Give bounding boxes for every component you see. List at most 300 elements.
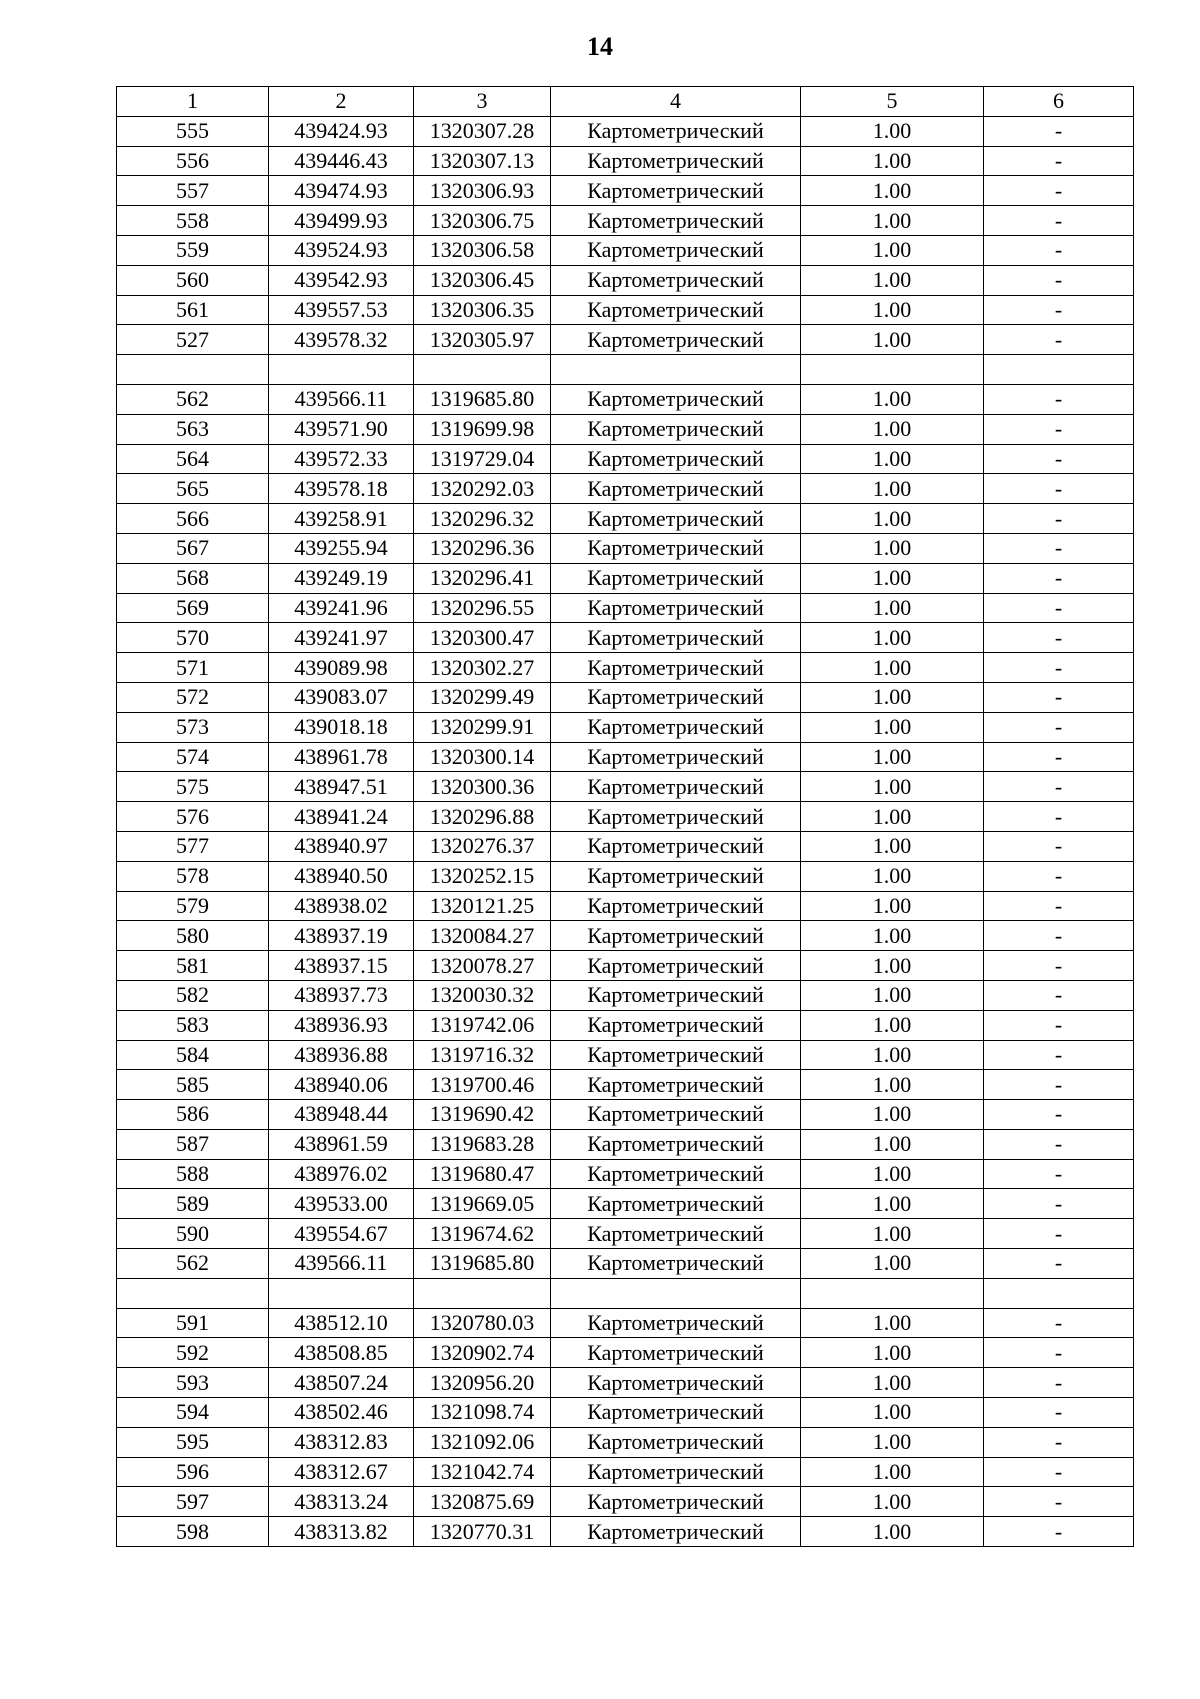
point-number-cell: 574 bbox=[117, 742, 269, 772]
method-cell: Картометрический bbox=[551, 474, 801, 504]
accuracy-cell: 1.00 bbox=[801, 176, 984, 206]
accuracy-cell: 1.00 bbox=[801, 1517, 984, 1547]
point-number-cell: 571 bbox=[117, 653, 269, 683]
x-coordinate-cell: 438940.06 bbox=[269, 1070, 414, 1100]
y-coordinate-cell: 1320296.32 bbox=[414, 504, 551, 534]
accuracy-cell bbox=[801, 1278, 984, 1308]
table-row bbox=[117, 355, 1134, 385]
x-coordinate-cell: 438961.59 bbox=[269, 1129, 414, 1159]
x-coordinate-cell: 439241.96 bbox=[269, 593, 414, 623]
point-number-cell: 556 bbox=[117, 146, 269, 176]
point-number-cell: 593 bbox=[117, 1368, 269, 1398]
accuracy-cell: 1.00 bbox=[801, 533, 984, 563]
note-cell: - bbox=[984, 951, 1134, 981]
x-coordinate-cell: 438313.82 bbox=[269, 1517, 414, 1547]
note-cell: - bbox=[984, 831, 1134, 861]
x-coordinate-cell: 439572.33 bbox=[269, 444, 414, 474]
method-cell: Картометрический bbox=[551, 384, 801, 414]
y-coordinate-cell: 1321042.74 bbox=[414, 1457, 551, 1487]
note-cell: - bbox=[984, 1427, 1134, 1457]
method-cell: Картометрический bbox=[551, 444, 801, 474]
header-cell-3: 3 bbox=[414, 87, 551, 117]
method-cell: Картометрический bbox=[551, 653, 801, 683]
y-coordinate-cell: 1320296.36 bbox=[414, 533, 551, 563]
method-cell: Картометрический bbox=[551, 921, 801, 951]
point-number-cell: 561 bbox=[117, 295, 269, 325]
table-row bbox=[117, 1368, 1134, 1398]
y-coordinate-cell: 1320956.20 bbox=[414, 1368, 551, 1398]
method-cell: Картометрический bbox=[551, 1070, 801, 1100]
note-cell: - bbox=[984, 712, 1134, 742]
method-cell: Картометрический bbox=[551, 504, 801, 534]
y-coordinate-cell: 1320875.69 bbox=[414, 1487, 551, 1517]
accuracy-cell: 1.00 bbox=[801, 563, 984, 593]
method-cell: Картометрический bbox=[551, 891, 801, 921]
note-cell: - bbox=[984, 653, 1134, 683]
accuracy-cell: 1.00 bbox=[801, 1368, 984, 1398]
y-coordinate-cell: 1320300.36 bbox=[414, 772, 551, 802]
x-coordinate-cell: 439089.98 bbox=[269, 653, 414, 683]
y-coordinate-cell: 1320292.03 bbox=[414, 474, 551, 504]
note-cell: - bbox=[984, 116, 1134, 146]
method-cell: Картометрический bbox=[551, 1249, 801, 1279]
y-coordinate-cell: 1320305.97 bbox=[414, 325, 551, 355]
y-coordinate-cell: 1320306.93 bbox=[414, 176, 551, 206]
table-row bbox=[117, 1487, 1134, 1517]
table-header bbox=[117, 87, 1134, 117]
point-number-cell: 570 bbox=[117, 623, 269, 653]
y-coordinate-cell: 1319742.06 bbox=[414, 1010, 551, 1040]
table-row bbox=[117, 742, 1134, 772]
accuracy-cell: 1.00 bbox=[801, 653, 984, 683]
method-cell: Картометрический bbox=[551, 1487, 801, 1517]
x-coordinate-cell: 438508.85 bbox=[269, 1338, 414, 1368]
y-coordinate-cell: 1320300.47 bbox=[414, 623, 551, 653]
accuracy-cell: 1.00 bbox=[801, 623, 984, 653]
y-coordinate-cell: 1320121.25 bbox=[414, 891, 551, 921]
point-number-cell: 595 bbox=[117, 1427, 269, 1457]
method-cell: Картометрический bbox=[551, 742, 801, 772]
accuracy-cell: 1.00 bbox=[801, 206, 984, 236]
x-coordinate-cell: 439446.43 bbox=[269, 146, 414, 176]
point-number-cell: 588 bbox=[117, 1159, 269, 1189]
x-coordinate-cell: 438938.02 bbox=[269, 891, 414, 921]
table-row bbox=[117, 295, 1134, 325]
point-number-cell: 589 bbox=[117, 1189, 269, 1219]
table-row bbox=[117, 1159, 1134, 1189]
method-cell: Картометрический bbox=[551, 682, 801, 712]
accuracy-cell: 1.00 bbox=[801, 1219, 984, 1249]
accuracy-cell bbox=[801, 355, 984, 385]
note-cell: - bbox=[984, 1308, 1134, 1338]
header-cell-6: 6 bbox=[984, 87, 1134, 117]
y-coordinate-cell: 1320296.55 bbox=[414, 593, 551, 623]
point-number-cell: 581 bbox=[117, 951, 269, 981]
x-coordinate-cell: 439578.32 bbox=[269, 325, 414, 355]
accuracy-cell: 1.00 bbox=[801, 831, 984, 861]
point-number-cell: 569 bbox=[117, 593, 269, 623]
point-number-cell: 585 bbox=[117, 1070, 269, 1100]
table-row bbox=[117, 623, 1134, 653]
accuracy-cell: 1.00 bbox=[801, 742, 984, 772]
point-number-cell: 562 bbox=[117, 1249, 269, 1279]
method-cell: Картометрический bbox=[551, 176, 801, 206]
accuracy-cell: 1.00 bbox=[801, 1189, 984, 1219]
note-cell: - bbox=[984, 1100, 1134, 1130]
y-coordinate-cell: 1320307.28 bbox=[414, 116, 551, 146]
point-number-cell: 590 bbox=[117, 1219, 269, 1249]
table-row bbox=[117, 1308, 1134, 1338]
x-coordinate-cell: 438507.24 bbox=[269, 1368, 414, 1398]
method-cell: Картометрический bbox=[551, 1368, 801, 1398]
table-row bbox=[117, 682, 1134, 712]
method-cell: Картометрический bbox=[551, 1189, 801, 1219]
coordinates-table bbox=[116, 86, 1134, 1547]
table-row bbox=[117, 1517, 1134, 1547]
method-cell: Картометрический bbox=[551, 1100, 801, 1130]
y-coordinate-cell: 1321098.74 bbox=[414, 1398, 551, 1428]
note-cell: - bbox=[984, 1249, 1134, 1279]
point-number-cell: 560 bbox=[117, 265, 269, 295]
point-number-cell bbox=[117, 355, 269, 385]
x-coordinate-cell: 439258.91 bbox=[269, 504, 414, 534]
accuracy-cell: 1.00 bbox=[801, 772, 984, 802]
x-coordinate-cell: 438313.24 bbox=[269, 1487, 414, 1517]
y-coordinate-cell: 1319669.05 bbox=[414, 1189, 551, 1219]
table-row bbox=[117, 653, 1134, 683]
table-row bbox=[117, 384, 1134, 414]
table-row bbox=[117, 1278, 1134, 1308]
table-row bbox=[117, 206, 1134, 236]
table-body bbox=[117, 116, 1134, 1546]
y-coordinate-cell: 1320306.58 bbox=[414, 235, 551, 265]
accuracy-cell: 1.00 bbox=[801, 951, 984, 981]
note-cell: - bbox=[984, 891, 1134, 921]
note-cell: - bbox=[984, 325, 1134, 355]
x-coordinate-cell: 439566.11 bbox=[269, 1249, 414, 1279]
method-cell: Картометрический bbox=[551, 235, 801, 265]
point-number-cell: 568 bbox=[117, 563, 269, 593]
method-cell bbox=[551, 355, 801, 385]
accuracy-cell: 1.00 bbox=[801, 1010, 984, 1040]
accuracy-cell: 1.00 bbox=[801, 116, 984, 146]
point-number-cell: 558 bbox=[117, 206, 269, 236]
x-coordinate-cell: 438512.10 bbox=[269, 1308, 414, 1338]
y-coordinate-cell: 1320306.75 bbox=[414, 206, 551, 236]
point-number-cell: 573 bbox=[117, 712, 269, 742]
x-coordinate-cell: 439571.90 bbox=[269, 414, 414, 444]
note-cell: - bbox=[984, 414, 1134, 444]
page-number: 14 bbox=[587, 32, 613, 61]
table-row bbox=[117, 325, 1134, 355]
point-number-cell: 555 bbox=[117, 116, 269, 146]
note-cell: - bbox=[984, 861, 1134, 891]
header-row bbox=[117, 87, 1134, 117]
point-number-cell: 587 bbox=[117, 1129, 269, 1159]
table-row bbox=[117, 1457, 1134, 1487]
accuracy-cell: 1.00 bbox=[801, 235, 984, 265]
note-cell: - bbox=[984, 1398, 1134, 1428]
point-number-cell: 566 bbox=[117, 504, 269, 534]
table-row bbox=[117, 563, 1134, 593]
x-coordinate-cell: 438947.51 bbox=[269, 772, 414, 802]
y-coordinate-cell: 1319699.98 bbox=[414, 414, 551, 444]
x-coordinate-cell: 439578.18 bbox=[269, 474, 414, 504]
point-number-cell: 577 bbox=[117, 831, 269, 861]
table-row bbox=[117, 414, 1134, 444]
note-cell: - bbox=[984, 235, 1134, 265]
table-row bbox=[117, 1338, 1134, 1368]
table-row bbox=[117, 772, 1134, 802]
note-cell: - bbox=[984, 295, 1134, 325]
x-coordinate-cell: 438312.67 bbox=[269, 1457, 414, 1487]
y-coordinate-cell: 1321092.06 bbox=[414, 1427, 551, 1457]
method-cell: Картометрический bbox=[551, 563, 801, 593]
method-cell: Картометрический bbox=[551, 831, 801, 861]
accuracy-cell: 1.00 bbox=[801, 444, 984, 474]
x-coordinate-cell: 438937.19 bbox=[269, 921, 414, 951]
accuracy-cell: 1.00 bbox=[801, 325, 984, 355]
note-cell: - bbox=[984, 1338, 1134, 1368]
table-row bbox=[117, 1129, 1134, 1159]
accuracy-cell: 1.00 bbox=[801, 891, 984, 921]
x-coordinate-cell: 438961.78 bbox=[269, 742, 414, 772]
x-coordinate-cell: 439499.93 bbox=[269, 206, 414, 236]
note-cell: - bbox=[984, 980, 1134, 1010]
y-coordinate-cell: 1319716.32 bbox=[414, 1040, 551, 1070]
x-coordinate-cell bbox=[269, 1278, 414, 1308]
x-coordinate-cell: 438937.15 bbox=[269, 951, 414, 981]
point-number-cell: 598 bbox=[117, 1517, 269, 1547]
method-cell: Картометрический bbox=[551, 295, 801, 325]
y-coordinate-cell: 1319700.46 bbox=[414, 1070, 551, 1100]
x-coordinate-cell: 439524.93 bbox=[269, 235, 414, 265]
y-coordinate-cell: 1320902.74 bbox=[414, 1338, 551, 1368]
accuracy-cell: 1.00 bbox=[801, 1487, 984, 1517]
y-coordinate-cell: 1320300.14 bbox=[414, 742, 551, 772]
note-cell: - bbox=[984, 1368, 1134, 1398]
accuracy-cell: 1.00 bbox=[801, 861, 984, 891]
y-coordinate-cell: 1320302.27 bbox=[414, 653, 551, 683]
point-number-cell: 564 bbox=[117, 444, 269, 474]
note-cell: - bbox=[984, 772, 1134, 802]
note-cell: - bbox=[984, 504, 1134, 534]
accuracy-cell: 1.00 bbox=[801, 1159, 984, 1189]
y-coordinate-cell: 1319680.47 bbox=[414, 1159, 551, 1189]
table-row bbox=[117, 444, 1134, 474]
method-cell: Картометрический bbox=[551, 980, 801, 1010]
x-coordinate-cell: 439018.18 bbox=[269, 712, 414, 742]
y-coordinate-cell: 1320296.88 bbox=[414, 802, 551, 832]
point-number-cell: 583 bbox=[117, 1010, 269, 1040]
note-cell: - bbox=[984, 802, 1134, 832]
x-coordinate-cell: 438941.24 bbox=[269, 802, 414, 832]
point-number-cell: 582 bbox=[117, 980, 269, 1010]
note-cell bbox=[984, 355, 1134, 385]
x-coordinate-cell: 439554.67 bbox=[269, 1219, 414, 1249]
accuracy-cell: 1.00 bbox=[801, 1427, 984, 1457]
point-number-cell: 562 bbox=[117, 384, 269, 414]
header-cell-1: 1 bbox=[117, 87, 269, 117]
point-number-cell: 576 bbox=[117, 802, 269, 832]
accuracy-cell: 1.00 bbox=[801, 265, 984, 295]
method-cell: Картометрический bbox=[551, 593, 801, 623]
point-number-cell: 565 bbox=[117, 474, 269, 504]
accuracy-cell: 1.00 bbox=[801, 1070, 984, 1100]
table-row bbox=[117, 146, 1134, 176]
table-row bbox=[117, 951, 1134, 981]
x-coordinate-cell: 439566.11 bbox=[269, 384, 414, 414]
note-cell: - bbox=[984, 265, 1134, 295]
y-coordinate-cell: 1320770.31 bbox=[414, 1517, 551, 1547]
method-cell: Картометрический bbox=[551, 861, 801, 891]
accuracy-cell: 1.00 bbox=[801, 474, 984, 504]
accuracy-cell: 1.00 bbox=[801, 414, 984, 444]
method-cell: Картометрический bbox=[551, 265, 801, 295]
note-cell: - bbox=[984, 1457, 1134, 1487]
method-cell bbox=[551, 1278, 801, 1308]
note-cell: - bbox=[984, 474, 1134, 504]
table-row bbox=[117, 980, 1134, 1010]
table-row bbox=[117, 176, 1134, 206]
x-coordinate-cell: 439533.00 bbox=[269, 1189, 414, 1219]
point-number-cell: 591 bbox=[117, 1308, 269, 1338]
table-row bbox=[117, 116, 1134, 146]
table-row bbox=[117, 861, 1134, 891]
method-cell: Картометрический bbox=[551, 1129, 801, 1159]
note-cell: - bbox=[984, 1517, 1134, 1547]
point-number-cell: 592 bbox=[117, 1338, 269, 1368]
y-coordinate-cell: 1320084.27 bbox=[414, 921, 551, 951]
y-coordinate-cell: 1319685.80 bbox=[414, 1249, 551, 1279]
note-cell: - bbox=[984, 921, 1134, 951]
accuracy-cell: 1.00 bbox=[801, 682, 984, 712]
point-number-cell: 597 bbox=[117, 1487, 269, 1517]
point-number-cell bbox=[117, 1278, 269, 1308]
x-coordinate-cell: 439083.07 bbox=[269, 682, 414, 712]
note-cell: - bbox=[984, 1010, 1134, 1040]
point-number-cell: 578 bbox=[117, 861, 269, 891]
table-row bbox=[117, 1398, 1134, 1428]
point-number-cell: 572 bbox=[117, 682, 269, 712]
y-coordinate-cell: 1320296.41 bbox=[414, 563, 551, 593]
x-coordinate-cell: 439557.53 bbox=[269, 295, 414, 325]
x-coordinate-cell: 438948.44 bbox=[269, 1100, 414, 1130]
method-cell: Картометрический bbox=[551, 533, 801, 563]
y-coordinate-cell bbox=[414, 1278, 551, 1308]
table-row bbox=[117, 593, 1134, 623]
point-number-cell: 594 bbox=[117, 1398, 269, 1428]
table-row bbox=[117, 802, 1134, 832]
note-cell: - bbox=[984, 1219, 1134, 1249]
x-coordinate-cell: 439424.93 bbox=[269, 116, 414, 146]
header-cell-2: 2 bbox=[269, 87, 414, 117]
point-number-cell: 586 bbox=[117, 1100, 269, 1130]
y-coordinate-cell: 1319690.42 bbox=[414, 1100, 551, 1130]
note-cell: - bbox=[984, 1487, 1134, 1517]
accuracy-cell: 1.00 bbox=[801, 384, 984, 414]
accuracy-cell: 1.00 bbox=[801, 295, 984, 325]
accuracy-cell: 1.00 bbox=[801, 1398, 984, 1428]
accuracy-cell: 1.00 bbox=[801, 504, 984, 534]
x-coordinate-cell: 439241.97 bbox=[269, 623, 414, 653]
table-row bbox=[117, 1010, 1134, 1040]
note-cell: - bbox=[984, 682, 1134, 712]
note-cell bbox=[984, 1278, 1134, 1308]
x-coordinate-cell: 438937.73 bbox=[269, 980, 414, 1010]
method-cell: Картометрический bbox=[551, 1159, 801, 1189]
note-cell: - bbox=[984, 176, 1134, 206]
x-coordinate-cell: 439249.19 bbox=[269, 563, 414, 593]
accuracy-cell: 1.00 bbox=[801, 146, 984, 176]
note-cell: - bbox=[984, 533, 1134, 563]
y-coordinate-cell: 1320299.91 bbox=[414, 712, 551, 742]
method-cell: Картометрический bbox=[551, 712, 801, 742]
accuracy-cell: 1.00 bbox=[801, 980, 984, 1010]
note-cell: - bbox=[984, 384, 1134, 414]
accuracy-cell: 1.00 bbox=[801, 593, 984, 623]
method-cell: Картометрический bbox=[551, 1427, 801, 1457]
header-cell-4: 4 bbox=[551, 87, 801, 117]
note-cell: - bbox=[984, 1070, 1134, 1100]
method-cell: Картометрический bbox=[551, 1338, 801, 1368]
table-row bbox=[117, 1070, 1134, 1100]
x-coordinate-cell: 438976.02 bbox=[269, 1159, 414, 1189]
note-cell: - bbox=[984, 146, 1134, 176]
x-coordinate-cell: 439474.93 bbox=[269, 176, 414, 206]
accuracy-cell: 1.00 bbox=[801, 1338, 984, 1368]
y-coordinate-cell: 1320078.27 bbox=[414, 951, 551, 981]
y-coordinate-cell: 1319674.62 bbox=[414, 1219, 551, 1249]
x-coordinate-cell: 438502.46 bbox=[269, 1398, 414, 1428]
accuracy-cell: 1.00 bbox=[801, 1129, 984, 1159]
x-coordinate-cell: 439255.94 bbox=[269, 533, 414, 563]
y-coordinate-cell: 1320780.03 bbox=[414, 1308, 551, 1338]
x-coordinate-cell: 439542.93 bbox=[269, 265, 414, 295]
accuracy-cell: 1.00 bbox=[801, 1040, 984, 1070]
note-cell: - bbox=[984, 593, 1134, 623]
x-coordinate-cell: 438936.88 bbox=[269, 1040, 414, 1070]
method-cell: Картометрический bbox=[551, 772, 801, 802]
table-row bbox=[117, 1219, 1134, 1249]
point-number-cell: 557 bbox=[117, 176, 269, 206]
table-row bbox=[117, 921, 1134, 951]
note-cell: - bbox=[984, 206, 1134, 236]
method-cell: Картометрический bbox=[551, 325, 801, 355]
table-row bbox=[117, 1100, 1134, 1130]
x-coordinate-cell: 438940.97 bbox=[269, 831, 414, 861]
note-cell: - bbox=[984, 1159, 1134, 1189]
y-coordinate-cell: 1320306.35 bbox=[414, 295, 551, 325]
method-cell: Картометрический bbox=[551, 802, 801, 832]
table-row bbox=[117, 1249, 1134, 1279]
y-coordinate-cell: 1320307.13 bbox=[414, 146, 551, 176]
method-cell: Картометрический bbox=[551, 1457, 801, 1487]
y-coordinate-cell: 1320306.45 bbox=[414, 265, 551, 295]
point-number-cell: 575 bbox=[117, 772, 269, 802]
note-cell: - bbox=[984, 1040, 1134, 1070]
y-coordinate-cell: 1320030.32 bbox=[414, 980, 551, 1010]
y-coordinate-cell: 1319729.04 bbox=[414, 444, 551, 474]
x-coordinate-cell: 438940.50 bbox=[269, 861, 414, 891]
point-number-cell: 596 bbox=[117, 1457, 269, 1487]
method-cell: Картометрический bbox=[551, 1219, 801, 1249]
table-row bbox=[117, 1189, 1134, 1219]
table-row bbox=[117, 1427, 1134, 1457]
table-row bbox=[117, 474, 1134, 504]
method-cell: Картометрический bbox=[551, 206, 801, 236]
method-cell: Картометрический bbox=[551, 1010, 801, 1040]
